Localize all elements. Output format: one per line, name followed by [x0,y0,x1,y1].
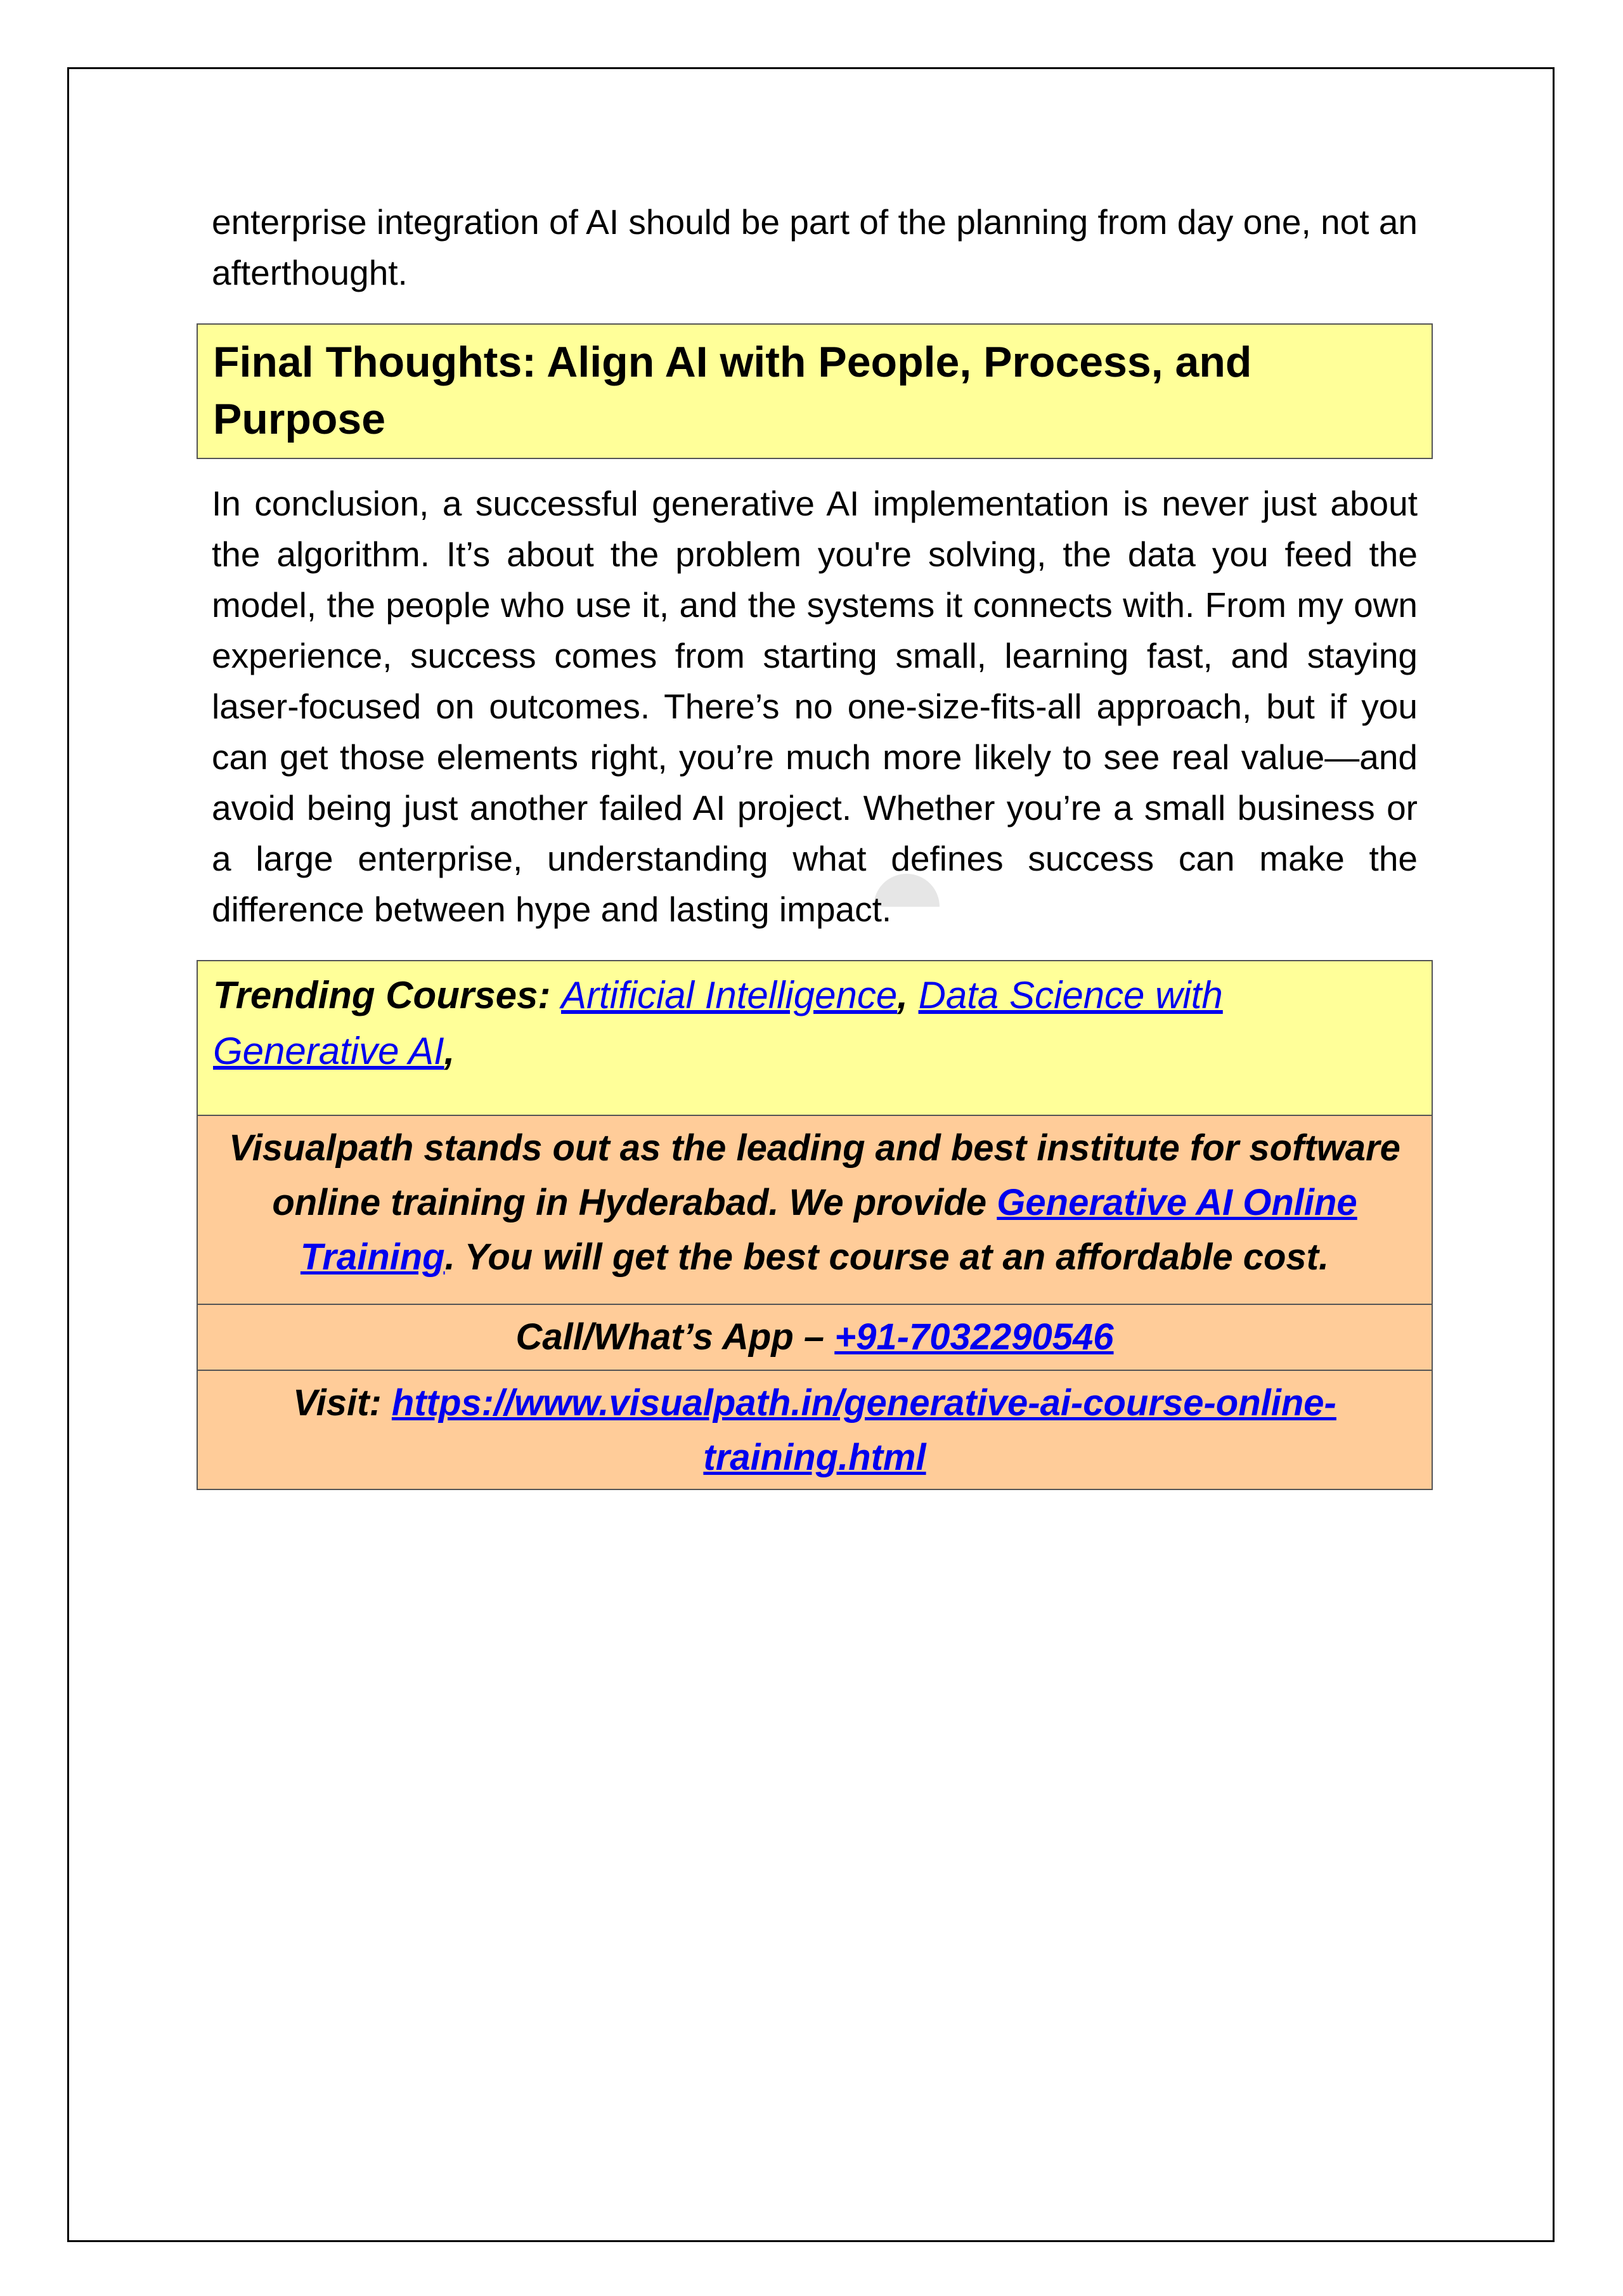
promo-table [197,960,1433,1490]
contact-label: Call/What’s App – [515,1316,835,1358]
promo-text-before: Visualpath stands out as the leading and best institute for software online training in Hyderabad. We provide [229,1127,1400,1223]
data-science-generative-ai-link[interactable]: Data Science with Generative AI [213,974,1223,1072]
promo-row [198,1115,1432,1304]
visit-row [198,1370,1432,1489]
trending-courses-row [198,961,1432,1115]
link-separator: , [897,974,919,1016]
document-content [197,197,1433,1490]
promo-text-after: . You will get the best course at an affordable cost. [444,1236,1329,1278]
contact-row [198,1304,1432,1370]
phone-link[interactable]: +91-7032290546 [834,1316,1114,1358]
generative-ai-online-training-link[interactable]: Generative AI Online Training [300,1182,1357,1278]
conclusion-paragraph: In conclusion, a successful generative AI implementation is never just about the algorithm. It’s about the problem you're solving, the data you feed the model, the people who use it, and the systems it connects with. From my own experience, success comes from starting small, learning fast, and staying laser-focused on outcomes. There’s no one-size-fits-all approach, but if you can get those elements right, you’re much more likely to see real value—and avoid being just another failed AI project. Whether you’re a small business or a large enterprise, understanding what defines success can make the difference between hype and lasting impact. [212,484,1418,929]
trending-courses-label: Trending Courses: [213,974,551,1016]
trailing-comma: , [444,1030,455,1072]
section-heading: Final Thoughts: Align AI with People, Process, and Purpose [213,338,1252,443]
intro-paragraph: enterprise integration of AI should be part of the planning from day one, not an afterthought. [212,202,1418,292]
visit-label: Visit: [293,1382,392,1424]
section-heading-box [197,323,1433,459]
visit-url-link[interactable]: https://www.visualpath.in/generative-ai-course-online-training.html [391,1382,1336,1478]
artificial-intelligence-link[interactable]: Artificial Intelligence [560,974,898,1016]
